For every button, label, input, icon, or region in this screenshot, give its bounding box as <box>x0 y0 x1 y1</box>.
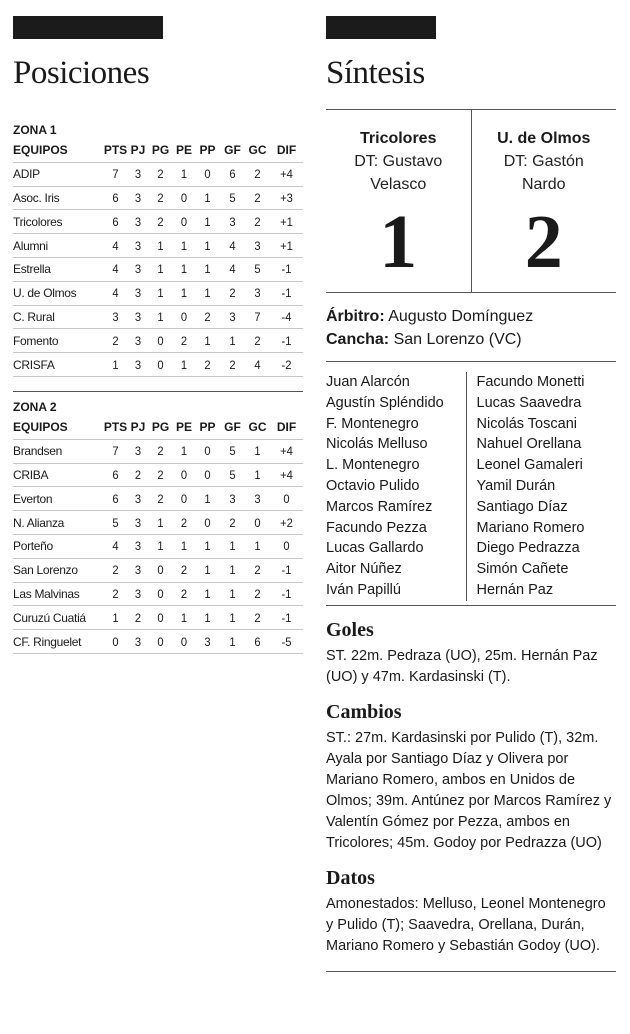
stat-cell: 3 <box>129 186 148 210</box>
stat-cell: 1 <box>174 234 194 258</box>
stat-cell: 1 <box>196 534 219 558</box>
column-header: PG <box>148 139 173 162</box>
standings-zone <box>13 121 303 377</box>
stat-cell: 0 <box>174 463 194 487</box>
stat-cell: 7 <box>246 305 269 329</box>
stat-cell: 0 <box>196 463 219 487</box>
player-name: Nicolás Toscani <box>476 415 577 432</box>
stat-cell: 1 <box>196 186 219 210</box>
stat-cell: 3 <box>129 534 148 558</box>
stat-cell: 2 <box>104 558 127 582</box>
stat-cell: 0 <box>196 162 219 186</box>
stat-cell: 5 <box>246 257 269 281</box>
match-score <box>326 110 616 293</box>
table-row <box>13 487 303 511</box>
stat-cell: 1 <box>196 257 219 281</box>
stat-cell: 0 <box>149 606 172 630</box>
player-name: Facundo Monetti <box>476 374 585 390</box>
away-team <box>471 110 617 292</box>
home-team-name: Tricolores <box>360 130 437 147</box>
home-team <box>326 110 471 292</box>
stat-cell: 3 <box>129 305 148 329</box>
zones-container <box>13 121 303 654</box>
zone-title: ZONA 2 <box>13 399 57 414</box>
lineups <box>326 362 616 606</box>
team-cell: Everton <box>13 487 103 511</box>
stat-cell: 1 <box>174 257 194 281</box>
column-header: PE <box>173 416 195 439</box>
stat-cell: 2 <box>246 186 269 210</box>
stat-cell: 6 <box>104 463 127 487</box>
goals-text: ST. 22m. Pedraza (UO), 25m. Hernán Paz (UO) y 47m. Kardasinski (T). <box>326 647 598 685</box>
team-cell: CF. Ringuelet <box>13 630 103 654</box>
stat-cell: 3 <box>246 487 269 511</box>
player-name: Agustín Spléndido <box>326 394 444 411</box>
stat-cell: 3 <box>246 234 269 258</box>
player-name: Iván Papillú <box>326 581 401 598</box>
stat-cell: 0 <box>196 439 219 463</box>
stat-cell: 3 <box>221 305 244 329</box>
stat-cell: 0 <box>149 630 172 654</box>
stat-cell: 3 <box>129 582 148 606</box>
stat-cell: 1 <box>149 234 172 258</box>
team-cell: Estrella <box>13 257 103 281</box>
stat-cell: 0 <box>246 511 269 535</box>
team-cell: CRISFA <box>13 353 103 377</box>
stat-cell: -1 <box>271 582 302 606</box>
player-name: Nicolás Melluso <box>326 436 428 453</box>
stat-cell: 1 <box>221 630 244 654</box>
stat-cell: 5 <box>221 186 244 210</box>
column-header: GF <box>220 139 245 162</box>
stat-cell: 1 <box>246 439 269 463</box>
column-header: PJ <box>128 416 148 439</box>
stat-cell: 1 <box>149 305 172 329</box>
table-row <box>13 329 303 353</box>
changes-text: ST.: 27m. Kardasinski por Pulido (T), 32m. Ayala por Santiago Díaz y Olivera por Mariano Romero, ambos en Unidos de Olmos; 39m. Antúnez por Marcos Ramírez y Valentín Gómez por Pezza, ambos en Tricolores; 45m. Godoy por Pedrazza (UO) <box>326 729 612 851</box>
table-row <box>13 257 303 281</box>
stat-cell: 1 <box>104 606 127 630</box>
stat-cell: +1 <box>271 234 302 258</box>
stat-cell: -2 <box>271 353 302 377</box>
stat-cell: +1 <box>271 210 302 234</box>
player-name: Aitor Núñez <box>326 561 402 578</box>
stat-cell: 1 <box>221 558 244 582</box>
stat-cell: 2 <box>174 582 194 606</box>
player-name: Facundo Pezza <box>326 519 427 536</box>
stat-cell: 3 <box>129 558 148 582</box>
team-cell: N. Alianza <box>13 511 103 535</box>
stat-cell: 6 <box>246 630 269 654</box>
column-header: GC <box>245 139 270 162</box>
column-header: EQUIPOS <box>13 139 103 162</box>
section-bar <box>13 16 163 39</box>
stat-cell: 0 <box>174 186 194 210</box>
table-row <box>13 630 303 654</box>
stat-cell: 2 <box>104 582 127 606</box>
stat-cell: 4 <box>104 281 127 305</box>
venue-line <box>326 328 616 351</box>
team-cell: Porteño <box>13 534 103 558</box>
stat-cell: 1 <box>174 353 194 377</box>
stat-cell: 1 <box>149 281 172 305</box>
stat-cell: 2 <box>174 558 194 582</box>
stat-cell: 3 <box>129 511 148 535</box>
stat-cell: 2 <box>221 353 244 377</box>
stat-cell: 1 <box>196 487 219 511</box>
stat-cell: 0 <box>174 305 194 329</box>
team-cell: Las Malvinas <box>13 582 103 606</box>
stat-cell: 3 <box>129 487 148 511</box>
away-team-name: U. de Olmos <box>497 130 591 147</box>
stat-cell: 0 <box>174 630 194 654</box>
data-title: Datos <box>326 866 375 889</box>
stat-cell: 1 <box>196 281 219 305</box>
player-name: Marcos Ramírez <box>326 498 433 515</box>
column-header: PTS <box>103 139 128 162</box>
stat-cell: 3 <box>221 210 244 234</box>
table-row <box>13 210 303 234</box>
player-name: Juan Alarcón <box>326 374 410 390</box>
stat-cell: +4 <box>271 162 302 186</box>
column-header: DIF <box>270 139 303 162</box>
home-team-coach: DT: Gustavo Velasco <box>354 153 443 193</box>
team-cell: Brandsen <box>13 439 103 463</box>
stat-cell: 0 <box>149 558 172 582</box>
referee-name: Augusto Domínguez <box>384 308 534 325</box>
stat-cell: 2 <box>221 281 244 305</box>
table-row <box>13 186 303 210</box>
stat-cell: 1 <box>149 257 172 281</box>
changes-title: Cambios <box>326 700 402 723</box>
stat-cell: 0 <box>149 353 172 377</box>
stat-cell: 2 <box>246 582 269 606</box>
stat-cell: 2 <box>196 353 219 377</box>
venue-name: San Lorenzo (VC) <box>389 331 522 348</box>
stat-cell: 2 <box>149 210 172 234</box>
column-header: PJ <box>128 139 148 162</box>
stat-cell: 3 <box>129 630 148 654</box>
table-row <box>13 305 303 329</box>
table-row <box>13 439 303 463</box>
team-cell: CRIBA <box>13 463 103 487</box>
column-header: PE <box>173 139 195 162</box>
column-header: PG <box>148 416 173 439</box>
home-score: 1 <box>379 200 418 284</box>
stat-cell: 2 <box>149 463 172 487</box>
player-name: Yamil Durán <box>476 477 556 494</box>
stat-cell: 2 <box>174 329 194 353</box>
player-name: Hernán Paz <box>476 581 554 598</box>
stat-cell: 7 <box>104 439 127 463</box>
stat-cell: 3 <box>129 162 148 186</box>
stat-cell: 1 <box>246 534 269 558</box>
stat-cell: 5 <box>221 463 244 487</box>
stat-cell: 1 <box>174 534 194 558</box>
section-bar <box>326 16 436 39</box>
stat-cell: 5 <box>104 511 127 535</box>
stat-cell: 1 <box>221 582 244 606</box>
stat-cell: 2 <box>246 210 269 234</box>
stat-cell: 0 <box>149 582 172 606</box>
stat-cell: 0 <box>271 487 302 511</box>
stat-cell: 3 <box>129 234 148 258</box>
standings-title: Posiciones <box>13 55 150 91</box>
stat-cell: 2 <box>149 186 172 210</box>
stat-cell: +2 <box>271 511 302 535</box>
column-header: DIF <box>270 416 303 439</box>
stat-cell: 2 <box>246 558 269 582</box>
match-info <box>326 293 616 362</box>
team-cell: U. de Olmos <box>13 281 103 305</box>
table-row <box>13 234 303 258</box>
goals-section <box>326 618 616 688</box>
stat-cell: 2 <box>221 511 244 535</box>
synthesis-title: Síntesis <box>326 55 425 91</box>
stat-cell: 1 <box>174 606 194 630</box>
stat-cell: 2 <box>129 606 148 630</box>
referee-line <box>326 305 616 328</box>
stat-cell: 1 <box>246 463 269 487</box>
stat-cell: -1 <box>271 257 302 281</box>
stat-cell: 3 <box>129 281 148 305</box>
stat-cell: +3 <box>271 186 302 210</box>
player-name: L. Montenegro <box>326 457 420 474</box>
stat-cell: 3 <box>104 305 127 329</box>
stat-cell: 2 <box>246 162 269 186</box>
column-header: PP <box>195 139 220 162</box>
stat-cell: +4 <box>271 439 302 463</box>
standings-table <box>13 416 303 654</box>
stat-cell: 2 <box>129 463 148 487</box>
venue-label: Cancha: <box>326 331 390 348</box>
stat-cell: 6 <box>221 162 244 186</box>
goals-title: Goles <box>326 618 374 641</box>
stat-cell: 1 <box>196 558 219 582</box>
stat-cell: 0 <box>149 329 172 353</box>
table-row <box>13 463 303 487</box>
table-header-row <box>13 139 303 162</box>
stat-cell: 2 <box>246 606 269 630</box>
stat-cell: 2 <box>149 487 172 511</box>
stat-cell: 3 <box>129 439 148 463</box>
standings-column <box>13 16 303 654</box>
stat-cell: 3 <box>129 210 148 234</box>
stat-cell: 4 <box>104 534 127 558</box>
stat-cell: 6 <box>104 186 127 210</box>
referee-label: Árbitro: <box>326 308 385 325</box>
team-cell: Curuzú Cuatiá <box>13 606 103 630</box>
data-text: Amonestados: Melluso, Leonel Montenegro y Pulido (T); Saavedra, Orellana, Durán, Mariano Romero y Sebastián Godoy (UO). <box>326 895 606 954</box>
stat-cell: 7 <box>104 162 127 186</box>
player-name: F. Montenegro <box>326 415 419 432</box>
stat-cell: 1 <box>174 162 194 186</box>
player-name: Diego Pedrazza <box>476 540 580 557</box>
stat-cell: 1 <box>149 534 172 558</box>
table-row <box>13 162 303 186</box>
stat-cell: 2 <box>174 511 194 535</box>
team-cell: Tricolores <box>13 210 103 234</box>
table-row <box>13 606 303 630</box>
stat-cell: 1 <box>174 439 194 463</box>
team-cell: Asoc. Iris <box>13 186 103 210</box>
stat-cell: 0 <box>196 511 219 535</box>
stat-cell: 1 <box>174 281 194 305</box>
player-name: Lucas Saavedra <box>476 394 582 411</box>
data-section <box>326 866 616 957</box>
stat-cell: 2 <box>149 439 172 463</box>
team-cell: San Lorenzo <box>13 558 103 582</box>
column-header: PP <box>195 416 220 439</box>
stat-cell: 4 <box>221 234 244 258</box>
away-score: 2 <box>524 200 563 284</box>
stat-cell: -1 <box>271 281 302 305</box>
player-name: Nahuel Orellana <box>476 436 582 453</box>
stat-cell: 1 <box>196 329 219 353</box>
stat-cell: 1 <box>221 606 244 630</box>
player-name: Santiago Díaz <box>476 498 568 515</box>
team-cell: Alumni <box>13 234 103 258</box>
synthesis-column <box>326 16 616 972</box>
stat-cell: 3 <box>196 630 219 654</box>
changes-section <box>326 700 616 854</box>
team-cell: ADIP <box>13 162 103 186</box>
away-team-coach: DT: Gastón Nardo <box>503 153 584 193</box>
player-name: Octavio Pulido <box>326 477 420 494</box>
stat-cell: 4 <box>104 257 127 281</box>
column-header: EQUIPOS <box>13 416 103 439</box>
table-row <box>13 534 303 558</box>
column-header: GC <box>245 416 270 439</box>
stat-cell: 1 <box>196 234 219 258</box>
player-name: Leonel Gamaleri <box>476 457 583 474</box>
stat-cell: 2 <box>104 329 127 353</box>
table-row <box>13 558 303 582</box>
stat-cell: 3 <box>246 281 269 305</box>
standings-table <box>13 139 303 377</box>
zone-title: ZONA 1 <box>13 123 57 137</box>
divider <box>326 971 616 972</box>
stat-cell: 1 <box>149 511 172 535</box>
stat-cell: 4 <box>221 257 244 281</box>
stat-cell: -1 <box>271 558 302 582</box>
table-row <box>13 281 303 305</box>
stat-cell: 1 <box>196 606 219 630</box>
stat-cell: 3 <box>129 353 148 377</box>
standings-zone <box>13 391 303 654</box>
stat-cell: +4 <box>271 463 302 487</box>
stat-cell: 6 <box>104 210 127 234</box>
stat-cell: -1 <box>271 606 302 630</box>
team-cell: C. Rural <box>13 305 103 329</box>
stat-cell: 2 <box>246 329 269 353</box>
stat-cell: 1 <box>221 534 244 558</box>
stat-cell: -1 <box>271 329 302 353</box>
table-row <box>13 353 303 377</box>
stat-cell: 0 <box>174 210 194 234</box>
stat-cell: 1 <box>221 329 244 353</box>
stat-cell: -4 <box>271 305 302 329</box>
stat-cell: 0 <box>174 487 194 511</box>
away-lineup <box>466 372 617 601</box>
player-name: Simón Cañete <box>476 561 569 578</box>
team-cell: Fomento <box>13 329 103 353</box>
home-lineup <box>326 372 466 601</box>
stat-cell: 0 <box>271 534 302 558</box>
stat-cell: 6 <box>104 487 127 511</box>
stat-cell: 5 <box>221 439 244 463</box>
stat-cell: 4 <box>104 234 127 258</box>
column-header: PTS <box>103 416 128 439</box>
stat-cell: 3 <box>129 257 148 281</box>
stat-cell: 1 <box>196 582 219 606</box>
stat-cell: 2 <box>196 305 219 329</box>
table-row <box>13 582 303 606</box>
stat-cell: 0 <box>104 630 127 654</box>
player-name: Mariano Romero <box>476 519 585 536</box>
table-header-row <box>13 416 303 439</box>
stat-cell: 1 <box>104 353 127 377</box>
stat-cell: 1 <box>196 210 219 234</box>
player-name: Lucas Gallardo <box>326 540 424 557</box>
table-row <box>13 511 303 535</box>
stat-cell: 3 <box>221 487 244 511</box>
stat-cell: 2 <box>149 162 172 186</box>
stat-cell: 4 <box>246 353 269 377</box>
stat-cell: -5 <box>271 630 302 654</box>
stat-cell: 3 <box>129 329 148 353</box>
column-header: GF <box>220 416 245 439</box>
